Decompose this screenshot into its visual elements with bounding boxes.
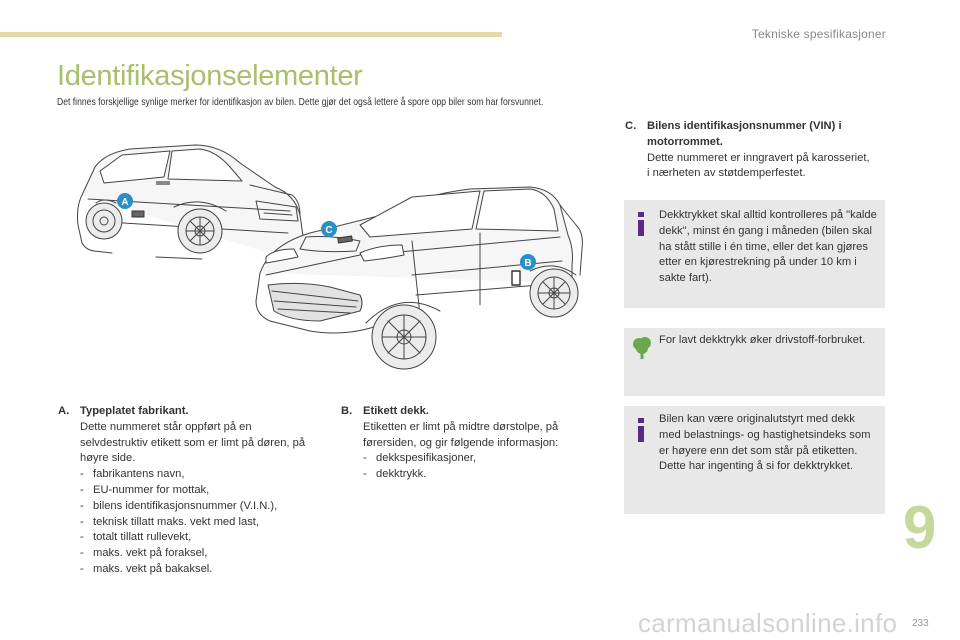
section-c-letter: C. — [625, 120, 637, 132]
section-a-letter: A. — [58, 405, 70, 417]
note-box-tyre-pressure — [624, 200, 885, 308]
header-bar — [0, 32, 502, 37]
car-illustration — [60, 125, 595, 390]
callout-b — [520, 254, 536, 270]
section-b-heading: Etikett dekk. — [363, 405, 429, 417]
page-title: Identifikasjonselementer — [57, 60, 363, 92]
section-a — [58, 404, 320, 578]
section-a-list — [58, 467, 320, 578]
info-icon — [635, 212, 649, 236]
list-item: - EU-nummer for mottak, — [80, 483, 320, 499]
list-item: - bilens identifikasjonsnummer (V.I.N.), — [80, 499, 320, 515]
section-c — [625, 119, 875, 182]
note-text: For lavt dekktrykk øker drivstoff-forbruket. — [659, 334, 866, 346]
section-c-text: Dette nummeret er inngravert på karosseriet, i nærheten av støtdemperfestet. — [647, 151, 870, 180]
section-c-heading: Bilens identifikasjonsnummer (VIN) i motorrommet. — [647, 120, 842, 148]
section-b-list — [341, 451, 591, 483]
list-item: - dekkspesifikasjoner, — [363, 451, 591, 467]
callout-c — [321, 221, 337, 237]
car-front-view — [256, 187, 582, 369]
page-subtitle: Det finnes forskjellige synlige merker for identifikasjon av bilen. Dette gjør det også lettere å spore opp biler som har forsvunnet. — [57, 96, 544, 108]
list-item: - fabrikantens navn, — [80, 467, 320, 483]
car-side-view — [78, 145, 305, 259]
list-item: - maks. vekt på bakaksel. — [80, 562, 320, 578]
section-label: Tekniske spesifikasjoner — [751, 27, 886, 41]
eco-tree-icon — [632, 336, 652, 360]
callout-c-label: C — [325, 225, 333, 236]
list-item: - dekktrykk. — [363, 467, 591, 483]
section-b-letter: B. — [341, 405, 353, 417]
callout-a — [117, 193, 133, 209]
note-box-tyre-index — [624, 406, 885, 514]
callout-a-label: A — [121, 197, 129, 208]
watermark: carmanualsonline.info — [638, 608, 898, 638]
page-number: 233 — [912, 618, 929, 629]
section-a-heading: Typeplatet fabrikant. — [80, 405, 189, 417]
note-box-eco — [624, 328, 885, 396]
chapter-number: 9 — [903, 494, 937, 561]
note-text: Dekktrykket skal alltid kontrolleres på "kalde dekk", minst én gang i måneden (bilen skal ha stått stille i én time, eller det kan gjøres etter en kjørestrekning på under 10 km i sakte fart). — [659, 209, 877, 285]
note-text: Bilen kan være originalutstyrt med dekk med belastnings- og hastighetsindeks som er høyere enn det som står på etiketten. Dette har ingenting å si for dekktrykket. — [659, 413, 871, 473]
list-item: - maks. vekt på foraksel, — [80, 546, 320, 562]
callout-b-label: B — [524, 258, 532, 269]
list-item: - teknisk tillatt maks. vekt med last, — [80, 515, 320, 531]
info-icon — [635, 418, 649, 442]
section-b — [341, 404, 591, 483]
list-item: - totalt tillatt rullevekt, — [80, 530, 320, 546]
section-b-text: Etiketten er limt på midtre dørstolpe, på førersiden, og gir følgende informasjon: — [363, 420, 559, 449]
section-a-text: Dette nummeret står oppført på en selvdestruktiv etikett som er limt på døren, på høyre side. — [80, 420, 306, 465]
